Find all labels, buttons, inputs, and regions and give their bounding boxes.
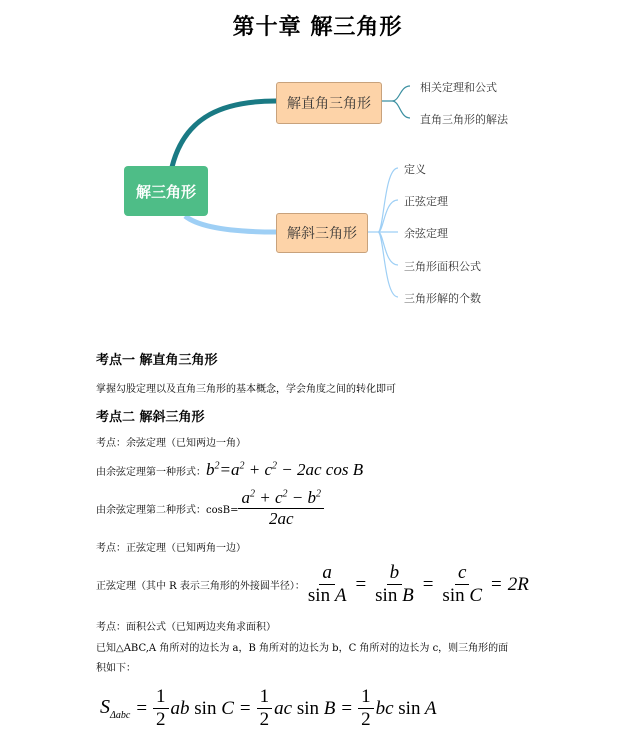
sine-row — [96, 562, 529, 607]
section2-heading: 考点二 解斜三角形 — [96, 410, 205, 425]
section1-text: 掌握勾股定理以及直角三角形的基本概念，学会角度之间的转化即可 — [96, 384, 396, 395]
connector-root-branch1 — [172, 101, 276, 167]
mindmap-root: 解三角形 — [124, 166, 208, 216]
mindmap-leaf: 正弦定理 — [404, 195, 448, 208]
sine-formula: $\frac{a}{\text{sin A}}$ = $\frac{b}{\text{sin B}}$ = $\frac{c}{\text{sin C}}$ = 2R — [307, 562, 529, 606]
cos-first-formula: $b^2=a^2 + c^2 - 2ac$ cos B — [206, 460, 364, 479]
mindmap-leaf: 相关定理和公式 — [420, 81, 497, 94]
area-formula: $S_{\Delta abc}$ = $\frac{1}{2}$ ab sin C = $\frac{1}{2}$ ac sin B = $\frac{1}{2}$ bc sin A — [100, 686, 437, 730]
connector-branch1-leaves — [380, 86, 410, 118]
mindmap-leaf: 直角三角形的解法 — [420, 113, 508, 126]
mindmap-leaf: 余弦定理 — [404, 227, 448, 240]
cos-second-label: 由余弦定理第二种形式：cosB= — [96, 505, 239, 516]
cos-first-label: 由余弦定理第一种形式： — [96, 466, 206, 478]
mindmap-branch-right-triangle: 解直角三角形 — [276, 82, 382, 124]
area-formula-label: 考点：面积公式（已知两边夹角求面积） — [96, 622, 276, 633]
section1-heading: 考点一 解直角三角形 — [96, 353, 218, 368]
mindmap-branch-oblique-triangle: 解斜三角形 — [276, 213, 368, 253]
area-text-line2: 积如下： — [96, 663, 136, 674]
cos-second-formula: $\frac{a^2 + c^2 - b^2}{2ac}$ — [238, 488, 324, 529]
mindmap-leaf: 三角形解的个数 — [404, 292, 481, 305]
cos-second-row — [96, 488, 324, 529]
cos-theorem-label: 考点：余弦定理（已知两边一角） — [96, 438, 246, 449]
area-text-line1: 已知△ABC,A 角所对的边长为 a，B 角所对的边长为 b，C 角所对的边长为 c，则三角形的面 — [96, 643, 509, 654]
sine-theorem-label: 考点：正弦定理（已知两角一边） — [96, 543, 246, 554]
page-title: 第十章 解三角形 — [232, 15, 403, 40]
connector-branch2-leaves — [366, 168, 398, 297]
mindmap-connectors — [0, 0, 635, 320]
mindmap-leaf: 三角形面积公式 — [404, 260, 481, 273]
mindmap-leaf: 定义 — [404, 163, 426, 176]
connector-root-branch2 — [185, 216, 276, 232]
cos-first-row — [96, 460, 363, 480]
sine-formula-label: 正弦定理（其中 R 表示三角形的外接圆半径）： — [96, 581, 305, 592]
